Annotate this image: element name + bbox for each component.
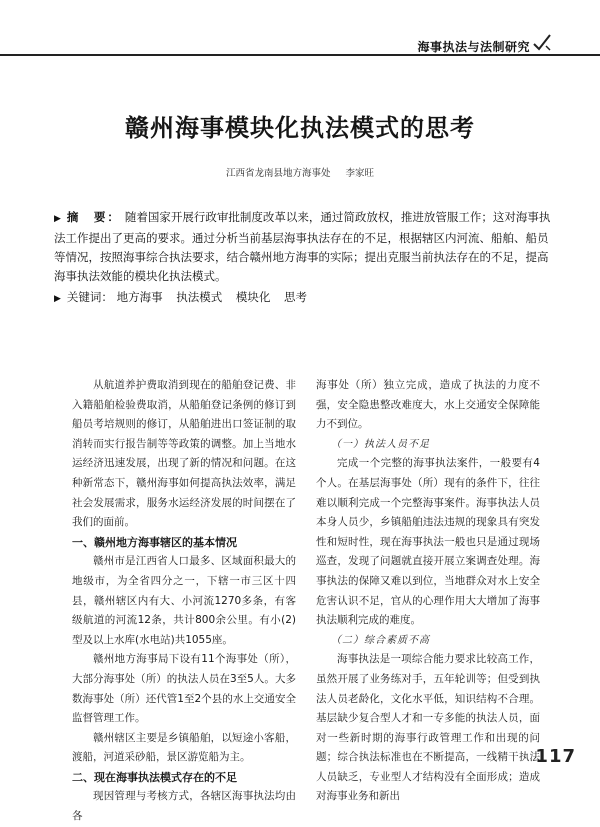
- keyword: 执法模式: [176, 290, 223, 304]
- triangle-bullet-icon: ▶: [54, 294, 61, 304]
- body-paragraph: 赣州地方海事局下设有11个海事处（所），大部分海事处（所）的执法人员在3至5人。大多数海事处（所）还代管1至2个县的水上交通安全监督管理工作。: [72, 653, 296, 725]
- article-title: 赣州海事模块化执法模式的思考: [125, 114, 475, 142]
- left-column: [72, 376, 296, 827]
- abstract-text: 随着国家开展行政审批制度改革以来，通过简政放权，推进放管服工作；这对海事执法工作提出了更高的要求。通过分析当前基层海事执法存在的不足，根据辖区内河流、船舶、船员等情况，按照海事综合执法要求，结合赣州地方海事的实际；提出克服当前执法存在的不足，提高海事执法效能的模块化执法模式。: [54, 210, 551, 283]
- page-number: 117: [535, 746, 576, 767]
- section-heading: 二、现在海事执法模式存在的不足: [72, 770, 237, 784]
- triangle-bullet-icon: ▶: [54, 214, 61, 224]
- subsection-heading: （二）综合素质不高: [331, 634, 430, 646]
- section-heading: 一、赣州地方海事辖区的基本情况: [72, 535, 237, 549]
- abstract-block: [54, 208, 554, 309]
- keywords-line: [54, 288, 554, 309]
- body-paragraph: 赣州辖区主要是乡镇船舶，以短途小客船，渡船，河道采砂船，景区游览船为主。: [72, 731, 296, 764]
- subsection-heading: （一）执法人员不足: [331, 438, 430, 450]
- body-paragraph: 现因管理与考核方式，各辖区海事执法均由各: [72, 790, 296, 823]
- keywords-label: 关键词：: [66, 290, 113, 304]
- body-paragraph: 海事执法是一项综合能力要求比较高工作，虽然开展了业务练对手，五年轮训等；但受到执法人员老龄化，文化水平低，知识结构不合理。基层缺少复合型人才和一专多能的执法人员，面对一些新时期的海事行政管理工作和出现的问题；综合执法标准也在不断提高，一线精干执法人员缺乏，专业型人才结构没有全面形成；造成对海事业务和新出: [316, 653, 540, 803]
- pen-check-icon: [532, 32, 552, 52]
- body-paragraph: 完成一个完整的海事执法案件，一般要有4个人。在基层海事处（所）现有的条件下，往往难以顺利完成一个完整海事案件。海事执法人员本身人员少，乡镇船舶违法违规的现象具有突发性和短时性，现在海事执法一般也只是通过现场巡查，发现了问题就直接开展立案调查处理。海事执法的保障又难以到位，当地群众对水上安全危害认识不足，官从的心理作用大大增加了海事执法顺利完成的难度。: [316, 457, 540, 627]
- journal-title: 海事执法与法制研究: [417, 40, 530, 54]
- abstract-label: 摘 要：: [66, 210, 121, 224]
- author-affiliation: 江西省龙南县地方海事处: [225, 168, 331, 179]
- body-paragraph: 从航道养护费取消到现在的船舶登记费、非入籍船舶检验费取消，从船舶登记条例的修订到船员考培规则的修订，从船舶进出口签证制的取消转而实行报告制等等政策的调整。加上当地水运经济迅速发展，出现了新的情况和问题。在这种新常态下，赣州海事如何提高执法效率，满足社会发展需求，服务水运经济发展的时间摆在了我们的面前。: [72, 379, 296, 529]
- abstract-paragraph: [54, 208, 554, 286]
- author-name: 李家旺: [345, 168, 375, 179]
- keyword: 地方海事: [116, 290, 163, 304]
- body-paragraph: 赣州市是江西省人口最多、区域面积最大的地级市，为全省四分之一，下辖一市三区十四县，赣州辖区内有大、小河流1270多条，有客级航道的河流12条，共计800余公里。有小(2)型及以上水库(水电站)共1055座。: [72, 555, 296, 646]
- body-paragraph: 海事处（所）独立完成，造成了执法的力度不强，安全隐患整改难度大，水上交通安全保障能力不到位。: [316, 379, 540, 431]
- byline: [0, 165, 600, 179]
- keyword: 思考: [284, 290, 308, 304]
- keyword: 模块化: [235, 290, 271, 304]
- header-rule: [0, 54, 600, 56]
- journal-header: [0, 0, 600, 62]
- right-column: [316, 376, 540, 807]
